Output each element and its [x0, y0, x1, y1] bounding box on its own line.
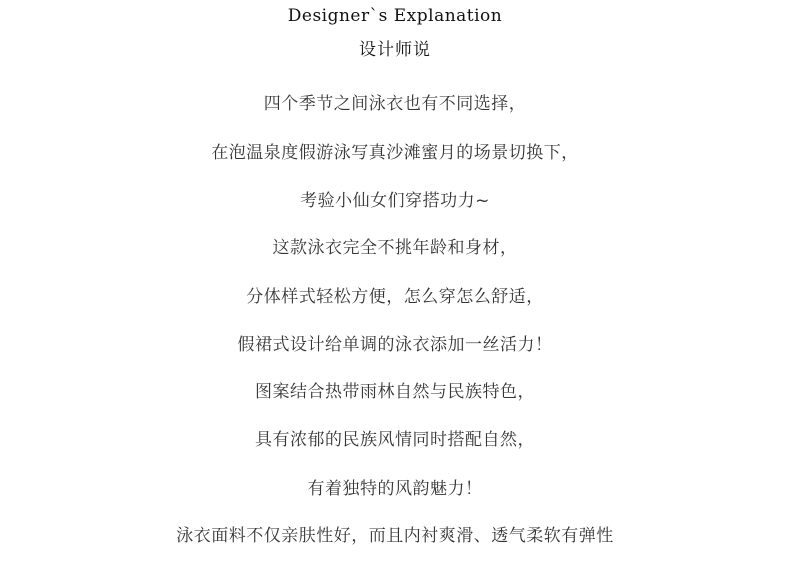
description-line: 假裙式设计给单调的泳衣添加一丝活力！ [237, 335, 553, 355]
description-line: 考验小仙女们穿搭功力~ [300, 191, 490, 211]
description-line: 图案结合热带雨林自然与民族特色， [255, 382, 535, 402]
description-line: 分体样式轻松方便，怎么穿怎么舒适， [246, 287, 544, 307]
description-line: 具有浓郁的民族风情同时搭配自然， [255, 430, 535, 450]
description-line: 在泡温泉度假游泳写真沙滩蜜月的场景切换下， [211, 143, 579, 163]
description-line: 有着独特的风韵魅力！ [307, 479, 483, 499]
description-line: 泳衣面料不仅亲肤性好，而且内衬爽滑、透气柔软有弹性 [176, 526, 614, 546]
page-title-english: Designer`s Explanation [287, 6, 503, 26]
description-line: 这款泳衣完全不挑年龄和身材， [272, 238, 518, 258]
description-line: 四个季节之间泳衣也有不同选择， [263, 94, 527, 114]
page-title-chinese: 设计师说 [359, 40, 431, 60]
